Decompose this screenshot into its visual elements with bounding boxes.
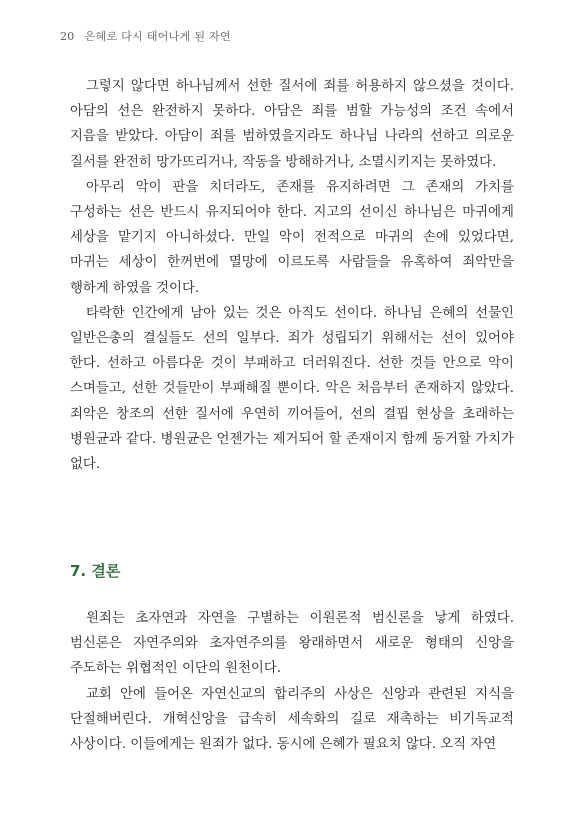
page-number: 20 — [60, 30, 75, 43]
paragraph: 원죄는 초자연과 자연을 구별하는 이원론적 범신론을 낳게 하였다. 범신론은 자연주의와 초자연주의를 왕래하면서 새로운 형태의 신앙을 주도하는 위협적인 이단의 원천이다. — [70, 611, 514, 677]
running-title: 은혜로 다시 태어나게 된 자연 — [84, 30, 231, 43]
paragraph: 교회 안에 들어온 자연신교의 합리주의 사상은 신앙과 관련된 지식을 단절해버린다. 개혁신앙을 급속히 세속화의 길로 재촉하는 비기독교적 사상이다. 이들에게는 원죄가 없다. 동시에 은혜가 필요치 않다. 오직 자연 — [70, 686, 514, 753]
paragraph: 타락한 인간에게 남아 있는 것은 아직도 선이다. 하나님 은혜의 선물인 일반은총의 결실들도 선의 일부다. 죄가 성립되기 위해서는 선이 있어야 한다. 선하고 아름다운 것이 부패하고 더러워진다. 선한 것들 안으로 악이 스며들고, 선한 것들만이 부패해질 뿐이다. 악은 처음부터 존재하지 않았다. 죄악은 창조의 선한 질서에 우연히 끼어들어, 선의 결핍 현상을 초래하는 병원균과 같다. 병원균은 언젠가는 제거되어 할 존재이지 함께 동거할 가치가 없다. — [70, 305, 514, 473]
section-heading: 7. 결론 — [70, 562, 121, 580]
running-header — [60, 28, 231, 44]
body-text-upper — [70, 74, 514, 477]
paragraph: 그렇지 않다면 하나님께서 선한 질서에 죄를 허용하지 않으셨을 것이다. 아담의 선은 완전하지 못하다. 아담은 죄를 범할 가능성의 조건 속에서 지음을 받았다. 아담이 죄를 범하였을지라도 하나님 나라의 선하고 의로운 질서를 완전히 망가뜨리거나, 작동을 방해하거나, 소멸시키지는 못하였다. — [70, 79, 514, 170]
body-text-lower — [70, 606, 514, 757]
paragraph: 아무리 악이 판을 치더라도, 존재를 유지하려면 그 존재의 가치를 구성하는 선은 반드시 유지되어야 한다. 지고의 선이신 하나님은 마귀에게 세상을 맡기지 아니하셨다. 만일 악이 전적으로 마귀의 손에 있었다면, 마귀는 세상이 한꺼번에 멸망에 이르도록 사람들을 유혹하여 죄악만을 행하게 하였을 것이다. — [70, 179, 514, 296]
